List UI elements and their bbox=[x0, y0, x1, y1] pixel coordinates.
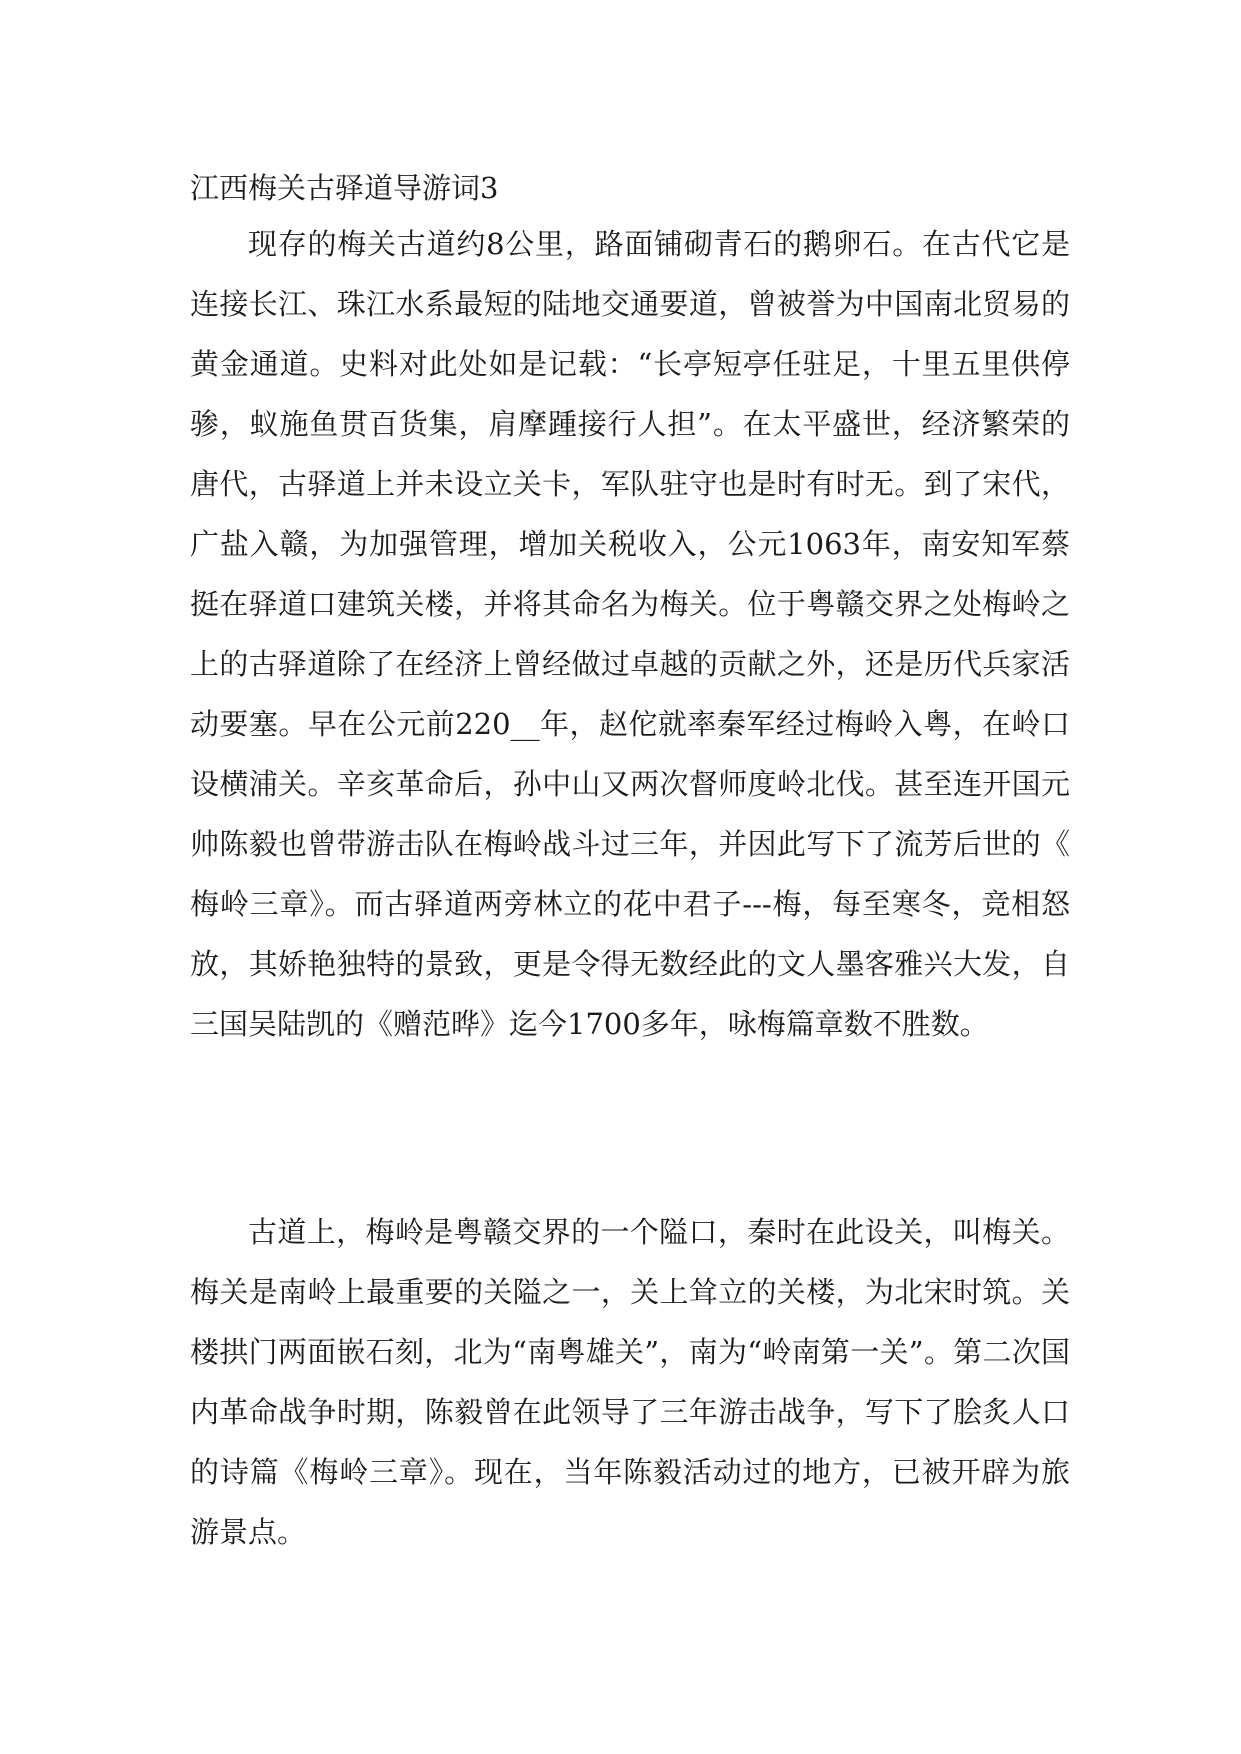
paragraph-1: 现存的梅关古道约8公里，路面铺砌青石的鹅卵石。在古代它是连接长江、珠江水系最短的陆地交通要道，曾被誉为中国南北贸易的黄金通道。史料对此处如是记载：“长亭短亭任驻足，十里五里供停骖，蚁施鱼贯百货集，肩摩踵接行人担”。在太平盛世，经济繁荣的唐代，古驿道上并未设立关卡，军队驻守也是时有时无。到了宋代，广盐入赣，为加强管理，增加关税收入，公元1063年，南安知军蔡挺在驿道口建筑关楼，并将其命名为梅关。位于粤赣交界之处梅岭之上的古驿道除了在经济上曾经做过卓越的贡献之外，还是历代兵家活动要塞。早在公元前220__年，赵佗就率秦军经过梅岭入粤，在岭口设横浦关。辛亥革命后，孙中山又两次督师度岭北伐。甚至连开国元帅陈毅也曾带游击队在梅岭战斗过三年，并因此写下了流芳后世的《梅岭三章》。而古驿道两旁林立的花中君子---梅，每至寒冬，竞相怒放，其娇艳独特的景致，更是令得无数经此的文人墨客雅兴大发，自三国吴陆凯的《赠范晔》迄今1700多年，咏梅篇章数不胜数。 bbox=[190, 227, 1070, 1041]
document-title: 江西梅关古驿道导游词3 bbox=[190, 171, 499, 205]
paragraph-2: 古道上，梅岭是粤赣交界的一个隘口，秦时在此设关，叫梅关。梅关是南岭上最重要的关隘之一，关上耸立的关楼，为北宋时筑。关楼拱门两面嵌石刻，北为“南粤雄关”，南为“岭南第一关”。第二次国内革命战争时期，陈毅曾在此领导了三年游击战争，写下了脍炙人口的诗篇《梅岭三章》。现在，当年陈毅活动过的地方，已被开辟为旅游景点。 bbox=[190, 1215, 1070, 1549]
